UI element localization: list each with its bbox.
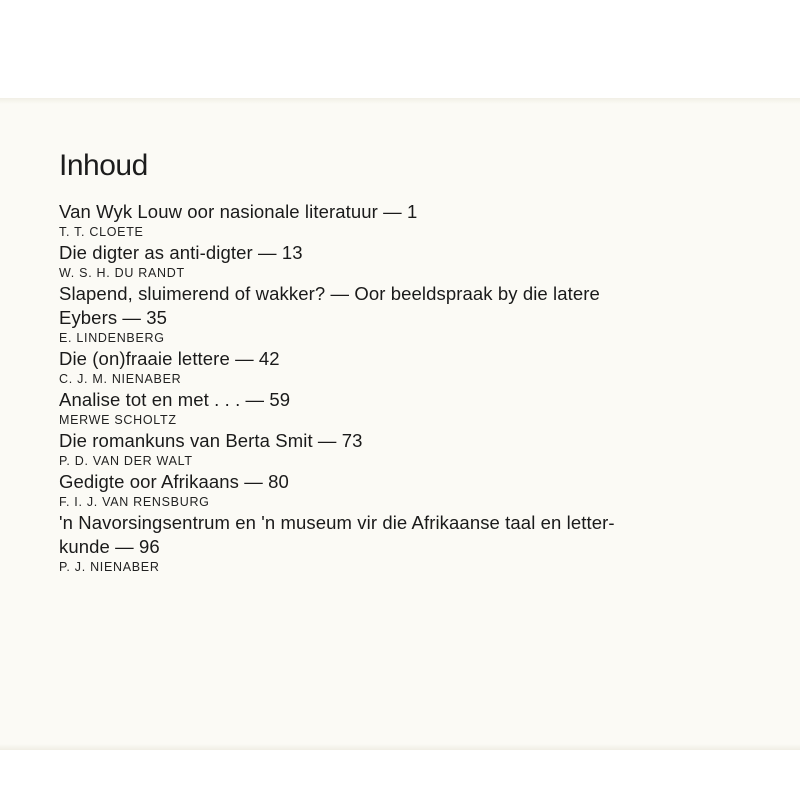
toc-entry <box>59 241 739 281</box>
entry-author: F. I. J. VAN RENSBURG <box>59 495 210 509</box>
entry-title-line: Die romankuns van Berta Smit — 73 <box>59 430 363 451</box>
entry-author: P. J. NIENABER <box>59 560 160 574</box>
toc-entry <box>59 282 739 346</box>
entry-title-line: Eybers — 35 <box>59 307 168 328</box>
entry-title-line: kunde — 96 <box>59 536 160 557</box>
page-bottom-edge <box>0 744 800 750</box>
entry-author: C. J. M. NIENABER <box>59 372 182 386</box>
entry-author: P. D. VAN DER WALT <box>59 454 193 468</box>
entry-title-line: 'n Navorsingsentrum en 'n museum vir die Afrikaanse taal en letter- <box>59 512 615 533</box>
table-of-contents <box>59 200 739 576</box>
entry-title-line: Gedigte oor Afrikaans — 80 <box>59 471 289 492</box>
entry-title-line: Slapend, sluimerend of wakker? — Oor beeldspraak by die latere <box>59 283 600 304</box>
entry-title-line: Die (on)fraaie lettere — 42 <box>59 348 280 369</box>
page-top-edge <box>0 98 800 104</box>
entry-author: E. LINDENBERG <box>59 331 165 345</box>
toc-entry <box>59 511 739 575</box>
entry-author: W. S. H. DU RANDT <box>59 266 185 280</box>
toc-entry <box>59 388 739 428</box>
entry-author: T. T. CLOETE <box>59 225 144 239</box>
contents-heading: Inhoud <box>59 149 148 182</box>
toc-entry <box>59 347 739 387</box>
toc-entry <box>59 470 739 510</box>
entry-author: MERWE SCHOLTZ <box>59 413 177 427</box>
toc-entry <box>59 429 739 469</box>
entry-title-line: Analise tot en met . . . — 59 <box>59 389 291 410</box>
entry-title-line: Van Wyk Louw oor nasionale literatuur — 1 <box>59 201 418 222</box>
toc-entry <box>59 200 739 240</box>
entry-title-line: Die digter as anti-digter — 13 <box>59 242 303 263</box>
